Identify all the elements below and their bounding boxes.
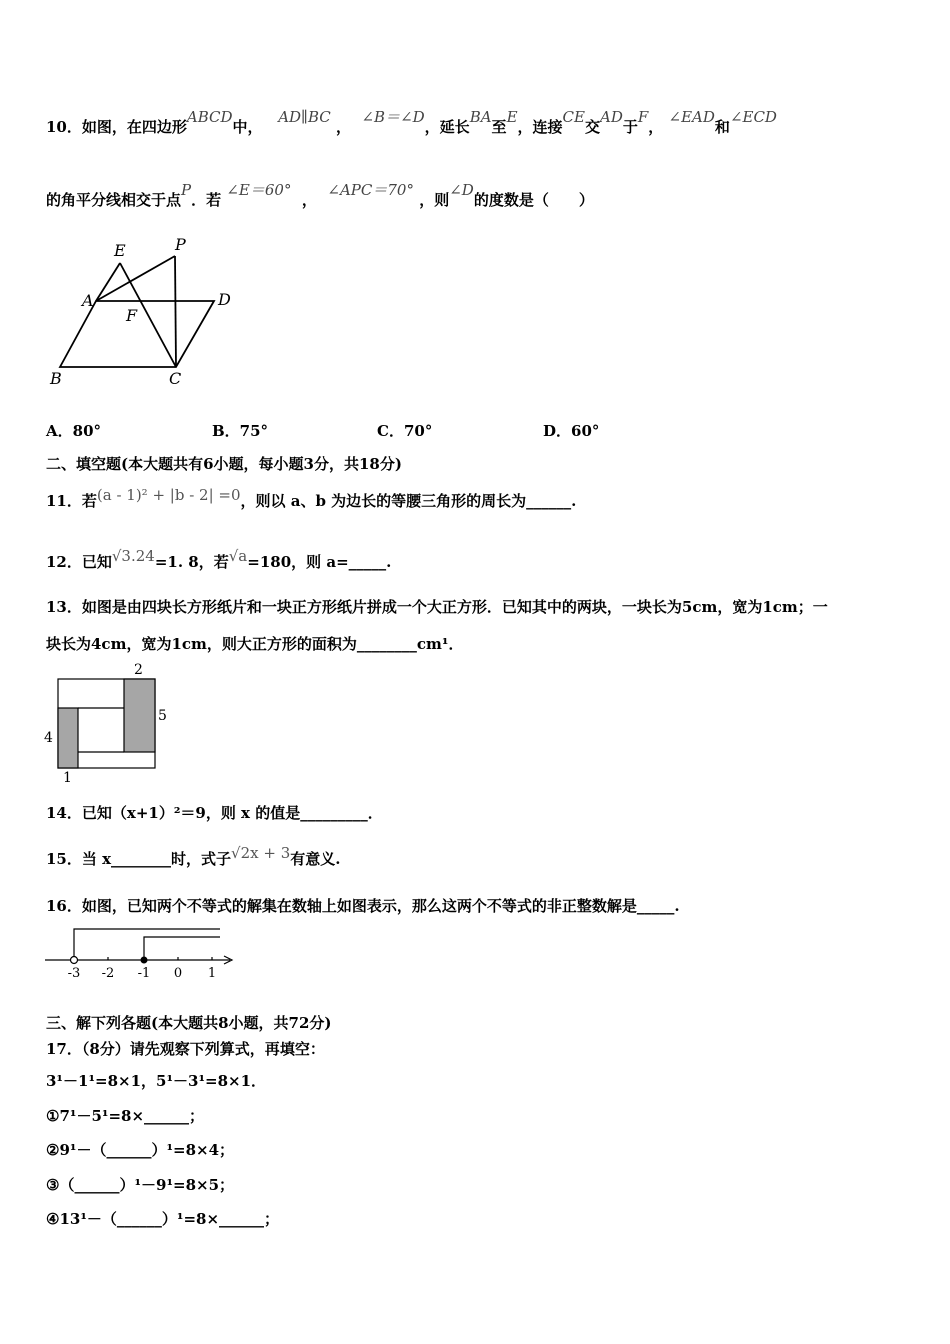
- label-d: D: [218, 290, 231, 309]
- label-p: P: [175, 235, 186, 254]
- q12-root-2: √a: [228, 547, 248, 565]
- line-p-c: [175, 256, 176, 367]
- q10-option-b[interactable]: B．75°: [212, 422, 269, 440]
- q10-option-a[interactable]: A．80°: [46, 422, 102, 440]
- q13-figure: [40, 660, 180, 790]
- q11-expression: (a - 1)² + |b - 2| =0: [96, 486, 241, 504]
- tick-label: 0: [173, 966, 183, 981]
- label-e: E: [114, 241, 126, 260]
- q10-option-c[interactable]: C．70°: [377, 422, 433, 440]
- label-4: 4: [44, 730, 53, 746]
- q10-figure: [40, 232, 250, 392]
- q16: 16．如图，已知两个不等式的解集在数轴上如图表示，那么这两个不等式的非正整数解是_____.: [46, 897, 680, 915]
- tick-label: 1: [207, 966, 217, 981]
- q17-title: 17．（8分）请先观察下列算式，再填空：: [46, 1040, 325, 1058]
- shaded-strip-right: [124, 679, 155, 752]
- solution-ray-1: [74, 929, 220, 960]
- q10-option-d[interactable]: D．60°: [543, 422, 600, 440]
- line-a-p: [96, 256, 175, 301]
- q12-root-1: √3.24: [111, 547, 155, 565]
- q13-line2: 块长为4cm，宽为1cm，则大正方形的面积为________cm¹．: [46, 635, 464, 653]
- label-2: 2: [134, 662, 143, 678]
- line-b-e: [96, 263, 120, 301]
- q15-root: √2x + 3: [231, 844, 291, 862]
- section3-heading: 三、解下列各题(本大题共8小题，共72分): [46, 1014, 332, 1032]
- solution-ray-2: [144, 937, 220, 960]
- open-point: [71, 957, 78, 964]
- tick-label: -1: [137, 966, 151, 981]
- q17-item-3: ③（______）¹－9¹=8×5；: [46, 1176, 235, 1194]
- q10-line1: 10．如图，在四边形ABCD中， AD∥BC ， ∠B＝∠D，延长BA至E，连接CE交AD于F， ∠EAD和∠ECD: [46, 108, 777, 136]
- label-1: 1: [63, 770, 72, 786]
- shaded-strip-left: [58, 708, 78, 768]
- label-f: F: [126, 306, 138, 325]
- q13-line1: 13．如图是由四块长方形纸片和一块正方形纸片拼成一个大正方形．已知其中的两块，一块长为5cm，宽为1cm；一: [46, 598, 828, 616]
- closed-point: [141, 957, 148, 964]
- label-c: C: [169, 369, 182, 388]
- section2-heading: 二、填空题(本大题共有6小题，每小题3分，共18分): [46, 455, 402, 473]
- tick-label: -2: [101, 966, 115, 981]
- tick-label: -3: [67, 966, 81, 981]
- label-5: 5: [158, 708, 167, 724]
- label-b: B: [50, 369, 62, 388]
- q17-item-4: ④13¹－（______）¹=8×______；: [46, 1210, 280, 1228]
- q17-example: 3¹－1¹=8×1，5¹－3¹=8×1．: [46, 1072, 267, 1090]
- q12: 12．已知√3.24=1. 8，若√a=180，则 a=_____.: [46, 547, 392, 571]
- q10-line2: 的角平分线相交于点P．若 ∠E＝60° ， ∠APC＝70° ，则∠D的度数是（ ）: [46, 181, 594, 209]
- q16-number-line: [40, 922, 240, 982]
- q15: 15．当 x________时，式子√2x + 3有意义.: [46, 844, 341, 868]
- label-a: A: [82, 291, 94, 310]
- q17-item-1: ①7¹－5¹=8×______；: [46, 1107, 205, 1125]
- q17-item-2: ②9¹－（______）¹=8×4；: [46, 1141, 235, 1159]
- q14: 14．已知（x+1）²＝9，则 x 的值是_________．: [46, 804, 383, 822]
- q11: 11．若(a - 1)² + |b - 2| =0，则以 a、b 为边长的等腰三角形的周长为______.: [46, 486, 577, 510]
